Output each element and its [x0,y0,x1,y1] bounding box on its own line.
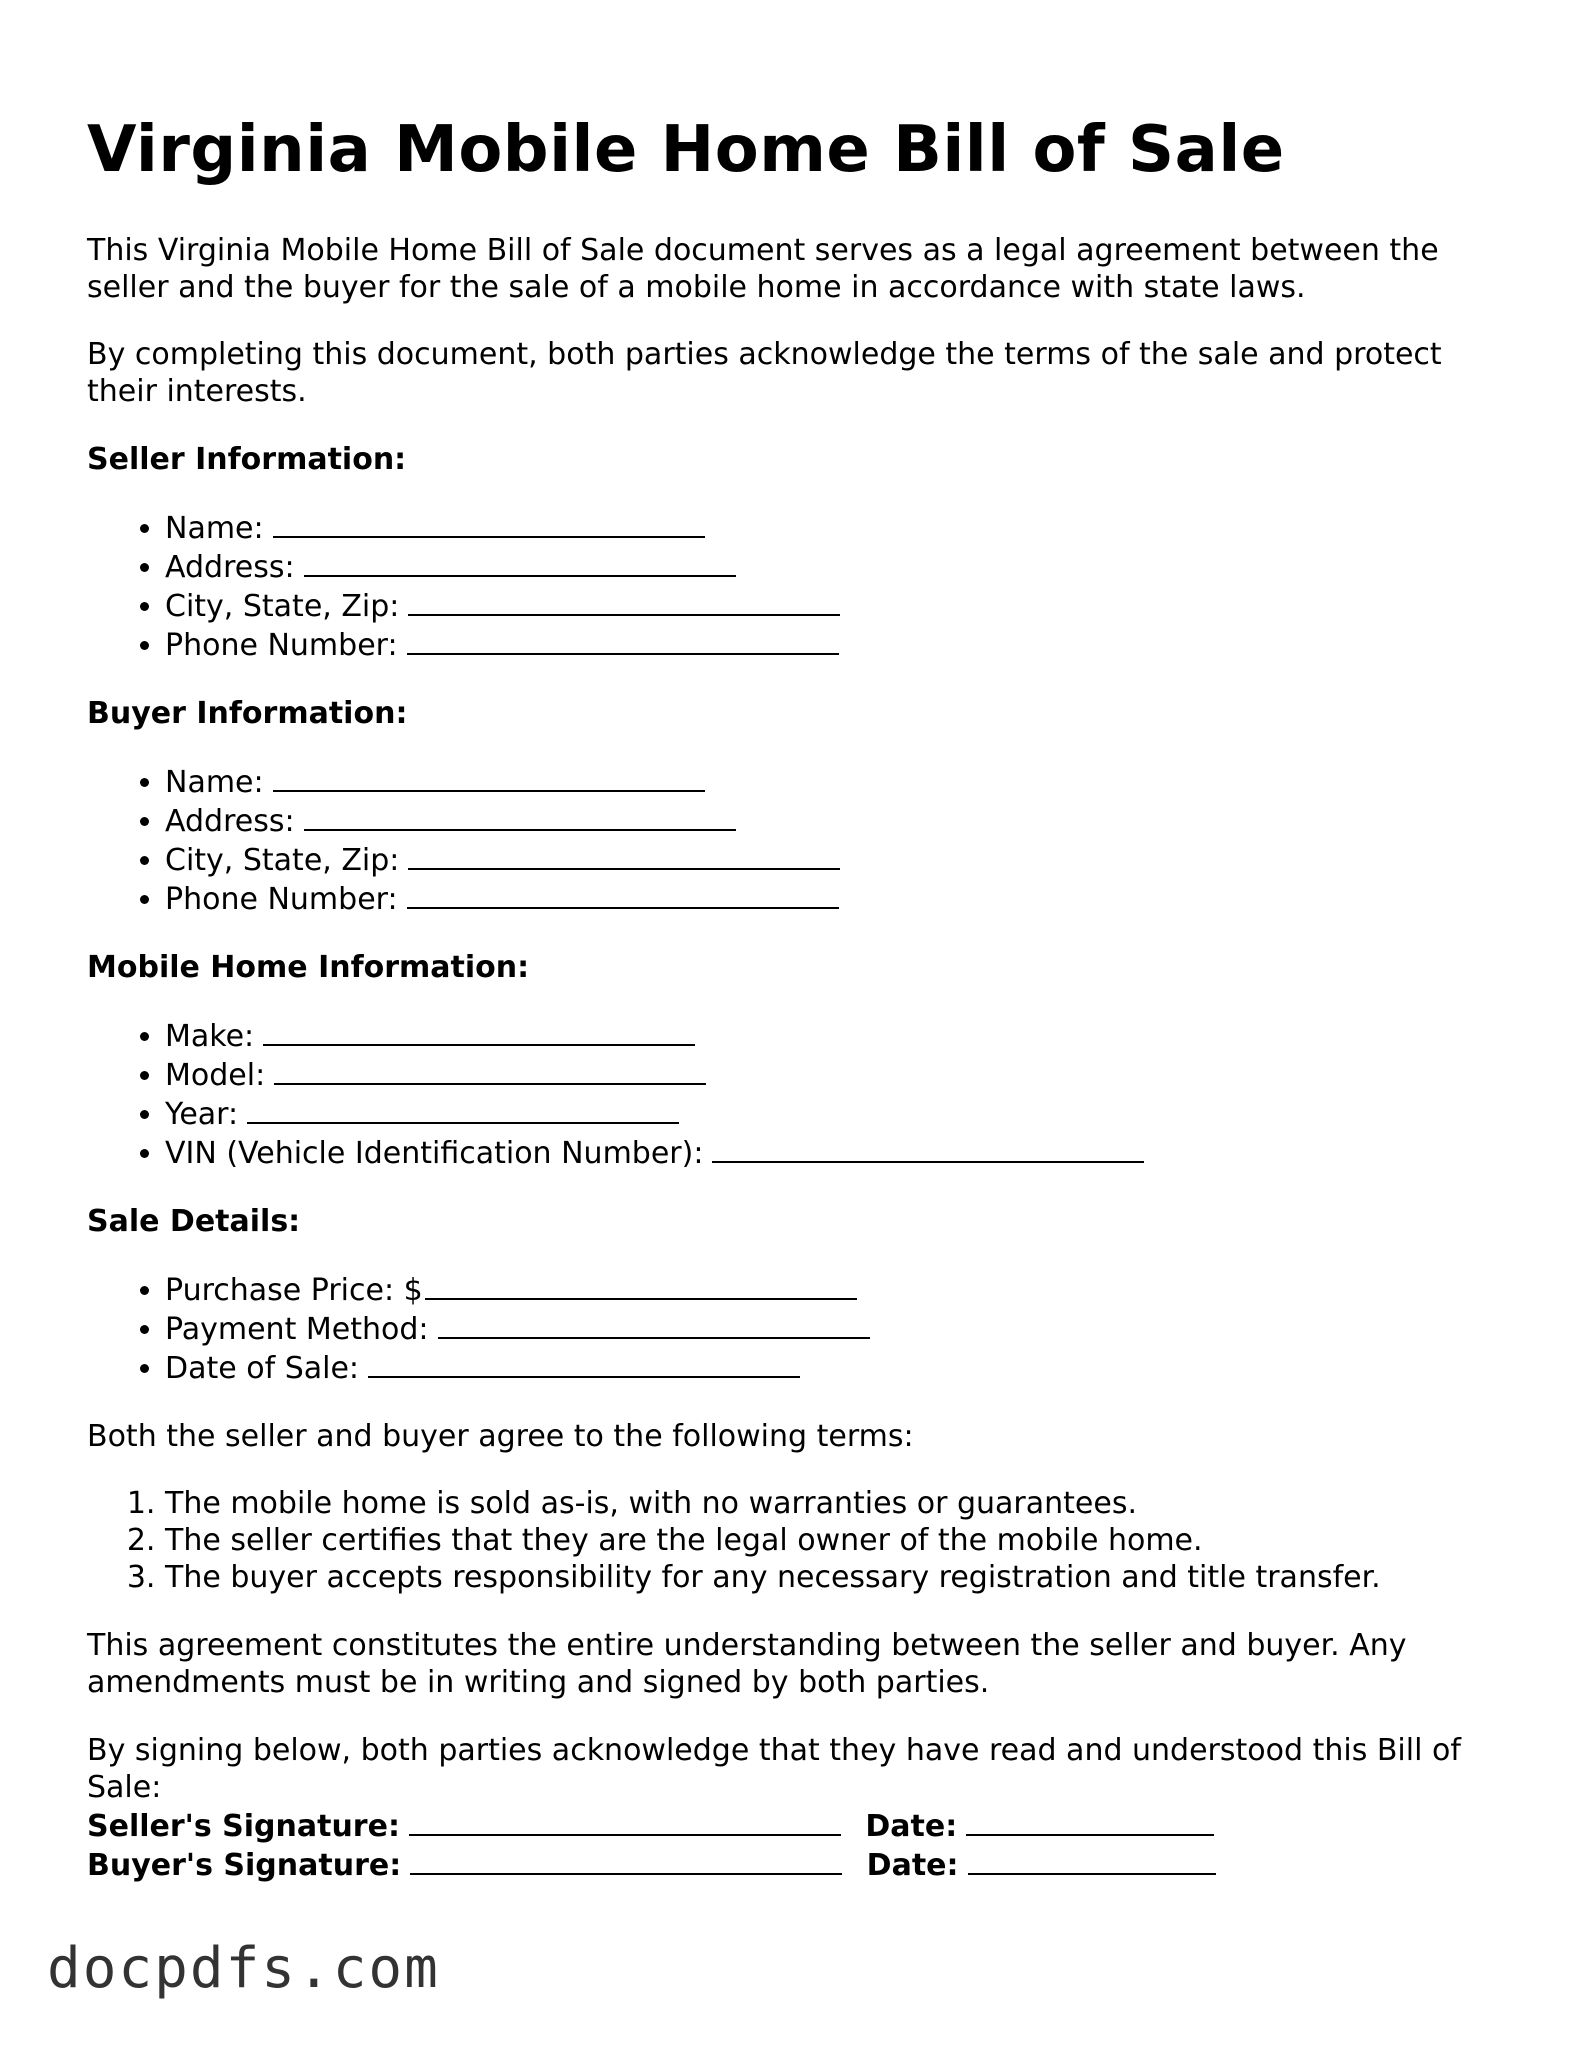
seller-signature-blank[interactable] [409,1806,841,1836]
buyer-name-field: • Name: [165,762,1507,801]
buyer-date-label: Date: [866,1848,959,1883]
seller-section-heading: Seller Information: [87,442,407,477]
document-title: Virginia Mobile Home Bill of Sale [87,113,1285,187]
buyer-address-blank[interactable] [304,801,736,831]
home-vin-field: • VIN (Vehicle Identification Number): [165,1133,1507,1172]
sale-details-section-heading: Sale Details: [87,1204,301,1239]
buyer-city-state-zip-field: • City, State, Zip: [165,840,1507,879]
term-item: 2. The seller certifies that they are the legal owner of the mobile home. [165,1522,1507,1559]
payment-method-blank[interactable] [438,1309,870,1339]
home-make-field: • Make: [165,1016,1507,1055]
seller-address-blank[interactable] [304,547,736,577]
seller-address-field: • Address: [165,547,1507,586]
buyer-phone-blank[interactable] [407,879,839,909]
intro-paragraph-1: This Virginia Mobile Home Bill of Sale document serves as a legal agreement between the seller and the buyer for the sale of a mobile home in accordance with state laws. [87,233,1439,305]
seller-city-state-zip-blank[interactable] [408,586,840,616]
date-of-sale-blank[interactable] [368,1348,800,1378]
buyer-phone-field: • Phone Number: [165,879,1507,918]
seller-city-state-zip-field: • City, State, Zip: [165,586,1507,625]
buyer-signature-label: Buyer's Signature: [87,1848,402,1883]
seller-phone-blank[interactable] [407,625,839,655]
mobile-home-section-heading: Mobile Home Information: [87,950,530,985]
seller-date-label: Date: [865,1809,958,1844]
seller-name-field: • Name: [165,508,1507,547]
buyer-date-blank[interactable] [968,1845,1216,1875]
home-vin-blank[interactable] [712,1133,1144,1163]
payment-method-field: • Payment Method: [165,1309,1507,1348]
seller-phone-field: • Phone Number: [165,625,1507,664]
seller-signature-label: Seller's Signature: [87,1809,400,1844]
term-item: 1. The mobile home is sold as-is, with no warranties or guarantees. [165,1485,1507,1522]
intro-paragraph-2: By completing this document, both parties acknowledge the terms of the sale and protect their interests. [87,337,1442,409]
buyer-signature-blank[interactable] [410,1845,842,1875]
home-year-field: • Year: [165,1094,1507,1133]
date-of-sale-field: • Date of Sale: [165,1348,1507,1387]
acknowledge-paragraph: By signing below, both parties acknowledge that they have read and understood this Bill of Sale: [87,1733,1461,1805]
purchase-price-field: • Purchase Price: $ [165,1270,1507,1309]
mobile-home-field-list [87,1016,1507,1172]
seller-field-list [87,508,1507,664]
buyer-field-list [87,762,1507,918]
sale-details-field-list [87,1270,1507,1387]
agreement-paragraph: This agreement constitutes the entire understanding between the seller and buyer. Any amendments must be in writing and signed by both parties. [87,1628,1407,1700]
buyer-name-blank[interactable] [273,762,705,792]
seller-date-blank[interactable] [966,1806,1214,1836]
document-page [87,108,1507,1884]
buyer-section-heading: Buyer Information: [87,696,408,731]
home-model-blank[interactable] [274,1055,706,1085]
buyer-address-field: • Address: [165,801,1507,840]
terms-list [87,1485,1507,1596]
buyer-city-state-zip-blank[interactable] [408,840,840,870]
watermark-text: docpdfs.com [47,1936,440,2001]
seller-signature-line [87,1806,1507,1845]
purchase-price-blank[interactable] [425,1270,857,1300]
home-year-blank[interactable] [247,1094,679,1124]
buyer-signature-line [87,1845,1507,1884]
home-model-field: • Model: [165,1055,1507,1094]
term-item: 3. The buyer accepts responsibility for any necessary registration and title transfer. [165,1559,1507,1596]
home-make-blank[interactable] [263,1016,695,1046]
terms-intro: Both the seller and buyer agree to the following terms: [87,1419,914,1454]
seller-name-blank[interactable] [273,508,705,538]
